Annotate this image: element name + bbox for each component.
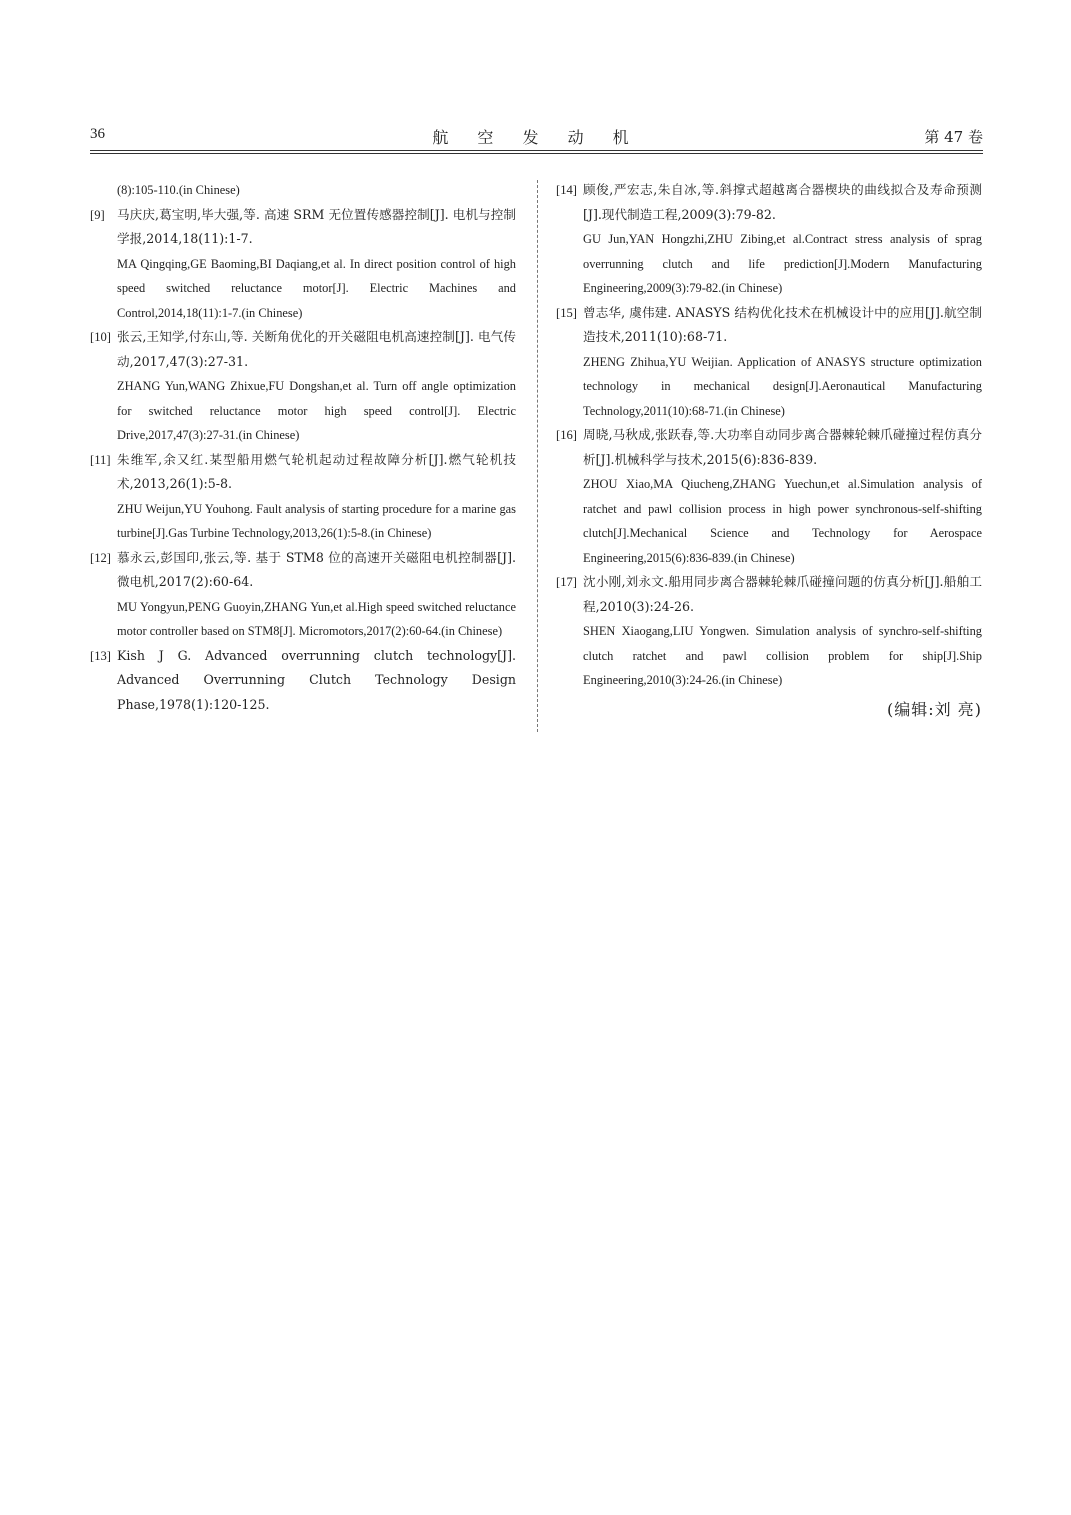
reference-cn <box>90 203 516 252</box>
header-rule-top <box>90 150 983 151</box>
reference-entry <box>90 448 516 546</box>
reference-cn-text: 沈小刚,刘永文.船用同步离合器棘轮棘爪碰撞问题的仿真分析[J].船舶工程,2010(3):24-26. <box>583 574 982 614</box>
reference-entry <box>90 203 516 326</box>
reference-cn <box>90 448 516 497</box>
journal-title: 航 空 发 动 机 <box>432 128 641 147</box>
reference-continuation: (8):105-110.(in Chinese) <box>117 183 240 197</box>
reference-entry <box>556 423 982 570</box>
running-header <box>90 126 983 152</box>
reference-entry <box>556 301 982 424</box>
reference-number: [15] <box>556 305 577 320</box>
reference-cn-text: Kish J G. Advanced overrunning clutch technology[J]. Advanced Overrunning Clutch Technology Design Phase,1978(1):120-125. <box>117 647 516 712</box>
right-reference-list <box>556 178 982 693</box>
left-reference-list <box>90 203 516 718</box>
reference-number: [10] <box>90 330 111 344</box>
reference-en: SHEN Xiaogang,LIU Yongwen. Simulation analysis of synchro-self-shifting clutch ratchet and pawl collision problem for ship[J].Ship Engineering,2010(3):24-26.(in Chinese) <box>583 624 982 687</box>
reference-cn <box>90 325 516 374</box>
reference-entry <box>90 644 516 718</box>
page-number: 36 <box>90 126 105 142</box>
reference-cn-text: 顾俊,严宏志,朱自冰,等.斜撑式超越离合器楔块的曲线拟合及寿命预测[J].现代制造工程,2009(3):79-82. <box>583 182 982 222</box>
reference-en: ZHANG Yun,WANG Zhixue,FU Dongshan,et al. Turn off angle optimization for switched reluctance motor high speed control[J]. Electric Drive,2017,47(3):27-31.(in Chinese) <box>117 379 516 442</box>
reference-number: [16] <box>556 428 577 442</box>
reference-en: MU Yongyun,PENG Guoyin,ZHANG Yun,et al.High speed switched reluctance motor controller based on STM8[J]. Micromotors,2017(2):60-64.(in Chinese) <box>117 599 516 638</box>
header-rule-bottom <box>90 153 983 154</box>
reference-en: ZHENG Zhihua,YU Weijian. Application of ANASYS structure optimization technology in mechanical design[J].Aeronautical Manufacturing Technology,2011(10):68-71.(in Chinese) <box>583 354 982 418</box>
reference-cn-text: 马庆庆,葛宝明,毕大强,等. 高速 SRM 无位置传感器控制[J]. 电机与控制学报,2014,18(11):1-7. <box>117 206 516 246</box>
reference-cn-text: 慕永云,彭国印,张云,等. 基于 STM8 位的高速开关磁阻电机控制器[J]. 微电机,2017(2):60-64. <box>117 549 516 589</box>
reference-entry <box>90 546 516 644</box>
reference-entry <box>90 325 516 448</box>
reference-cn-text: 曾志华, 虞伟建. ANASYS 结构优化技术在机械设计中的应用[J].航空制造技术,2011(10):68-71. <box>583 304 982 344</box>
reference-number: [9] <box>90 207 105 222</box>
column-divider <box>537 180 538 732</box>
reference-number: [14] <box>556 183 577 197</box>
editor-note: (编辑:刘 亮) <box>887 699 982 719</box>
reference-en: ZHU Weijun,YU Youhong. Fault analysis of starting procedure for a marine gas turbine[J].Gas Turbine Technology,2013,26(1):5-8.(in Chinese) <box>117 501 516 540</box>
reference-number: [12] <box>90 550 111 565</box>
reference-cn-text: 朱维军,余又红.某型船用燃气轮机起动过程故障分析[J].燃气轮机技术,2013,26(1):5-8. <box>117 451 516 491</box>
reference-entry <box>556 570 982 693</box>
reference-number: [17] <box>556 575 577 589</box>
reference-cn <box>90 644 516 718</box>
reference-number: [13] <box>90 648 111 663</box>
left-column <box>90 178 516 717</box>
reference-cn-text: 张云,王知学,付东山,等. 关断角优化的开关磁阻电机高速控制[J]. 电气传动,2017,47(3):27-31. <box>117 329 516 369</box>
reference-cn <box>556 570 982 619</box>
reference-en: GU Jun,YAN Hongzhi,ZHU Zibing,et al.Contract stress analysis of sprag overrunning clutch and life prediction[J].Modern Manufacturing Engineering,2009(3):79-82.(in Chinese) <box>583 232 982 295</box>
reference-cn <box>90 546 516 595</box>
reference-cn <box>556 178 982 227</box>
reference-cn <box>556 301 982 350</box>
volume-label: 第 47 卷 <box>924 128 983 146</box>
reference-cn <box>556 423 982 472</box>
reference-entry <box>556 178 982 301</box>
reference-cn-text: 周晓,马秋成,张跃春,等.大功率自动同步离合器棘轮棘爪碰撞过程仿真分析[J].机械科学与技术,2015(6):836-839. <box>583 427 982 467</box>
right-column <box>556 178 982 720</box>
reference-en: ZHOU Xiao,MA Qiucheng,ZHANG Yuechun,et al.Simulation analysis of ratchet and pawl collision process in high power synchronous-self-shifting clutch[J].Mechanical Science and Technology for Aerospace Engineering,2015(6):836-839.(in Chinese) <box>583 477 982 565</box>
reference-number: [11] <box>90 452 111 467</box>
reference-en: MA Qingqing,GE Baoming,BI Daqiang,et al. In direct position control of high speed switched reluctance motor[J]. Electric Machines and Control,2014,18(11):1-7.(in Chinese) <box>117 256 516 320</box>
